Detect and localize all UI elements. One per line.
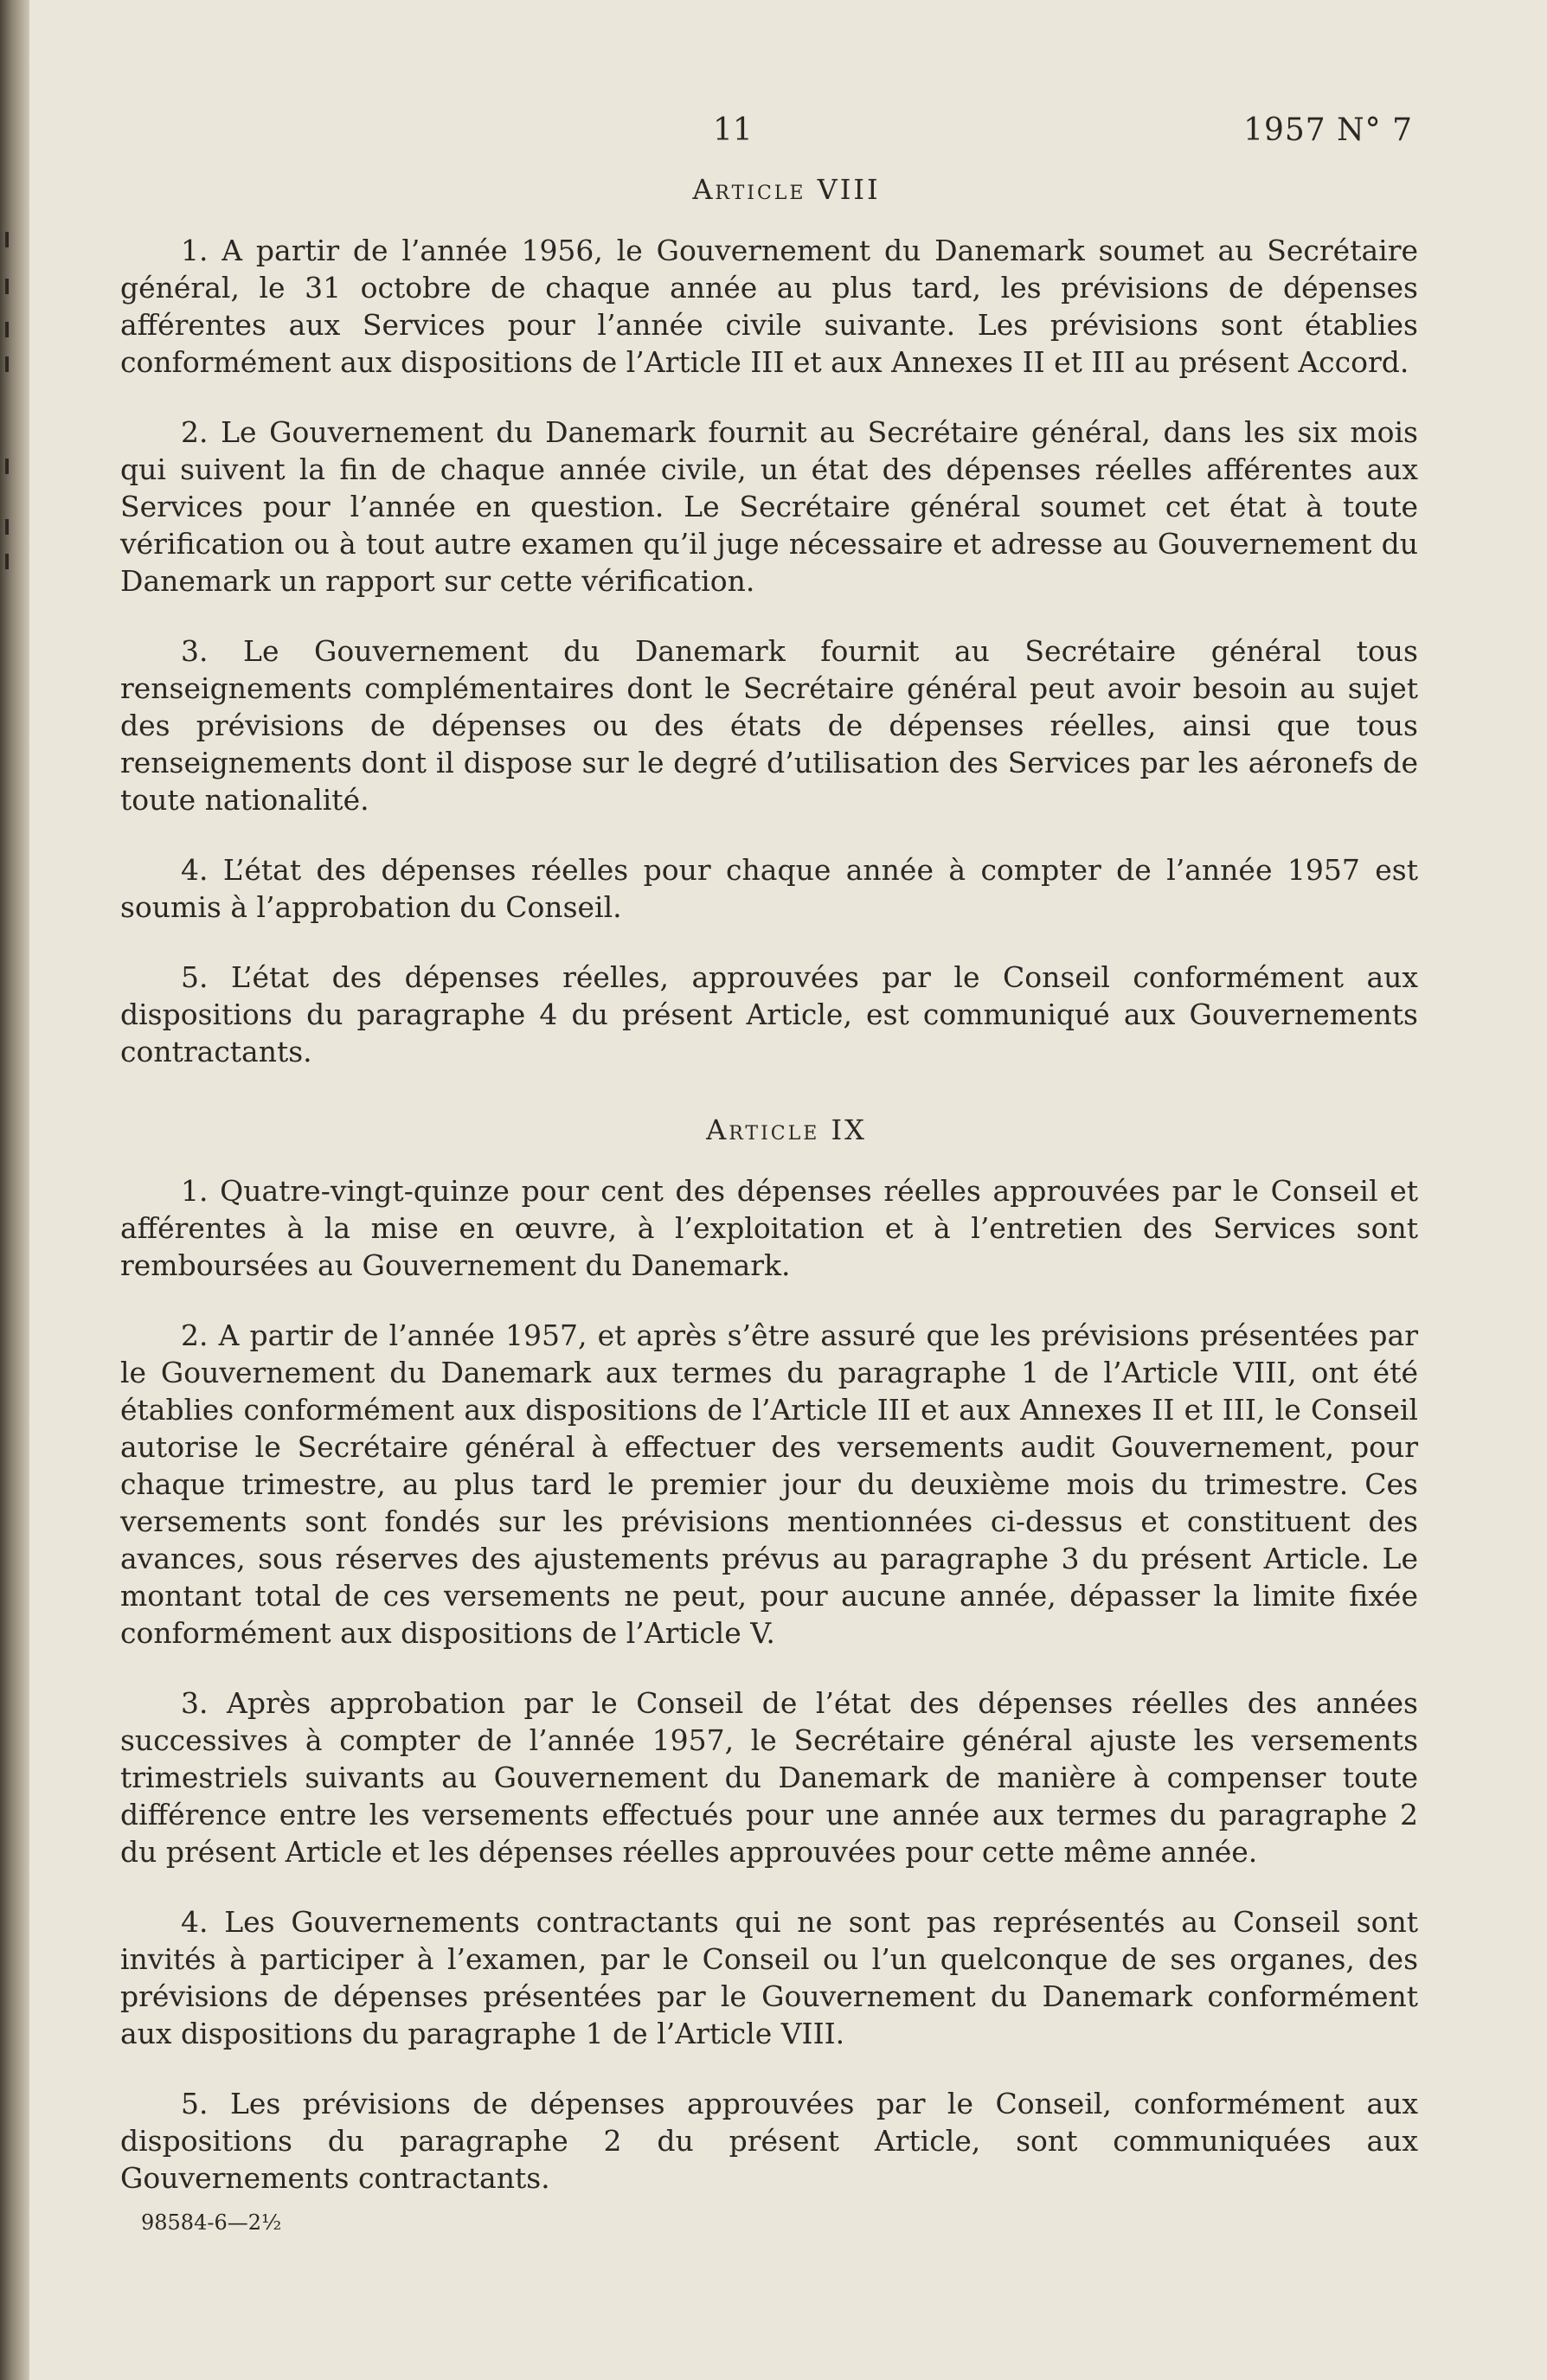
page-header — [29, 112, 1547, 156]
article-ix-paragraph-3: 3. Après approbation par le Conseil de l’état des dépenses réelles des années successives à compter de l’année 1957, le Secrétaire général ajuste les versements trimestriels suivants au Gouvernement du Danemark de manière à compenser toute différence entre les versements effectués pour une année aux termes du paragraphe 2 du présent Article et les dépenses réelles approuvées pour cette même année. — [120, 1686, 1418, 1869]
article-viii-paragraph-1: 1. A partir de l’année 1956, le Gouvernement du Danemark soumet au Secrétaire général, le 31 octobre de chaque année au plus tard, les prévisions de dépenses afférentes aux Services pour l’année civile suivante. Les prévisions sont établies conformément aux dispositions de l’Article III et aux Annexes II et III au présent Accord. — [120, 234, 1418, 379]
printer-code: 98584-6—2½ — [141, 2210, 282, 2235]
article-viii-paragraph-5: 5. L’état des dépenses réelles, approuvées par le Conseil conformément aux dispositions du paragraphe 4 du présent Article, est communiqué aux Gouvernements contractants. — [120, 960, 1418, 1068]
document-page — [29, 0, 1547, 2380]
article-viii-paragraph-2: 2. Le Gouvernement du Danemark fournit au Secrétaire général, dans les six mois qui suivent la fin de chaque année civile, un état des dépenses réelles afférentes aux Services pour l’année en question. Le Secrétaire général soumet cet état à toute vérification ou à tout autre examen qu’il juge nécessaire et adresse au Gouvernement du Danemark un rapport sur cette vérification. — [120, 415, 1418, 598]
gutter-mark — [5, 554, 9, 569]
gutter-mark — [5, 279, 9, 294]
article-viii-heading: Article VIII — [692, 173, 881, 206]
article-ix-paragraph-4: 4. Les Gouvernements contractants qui ne sont pas représentés au Conseil sont invités à participer à l’examen, par le Conseil ou l’un quelconque de ses organes, des prévisions de dépenses présentées par le Gouvernement du Danemark conformément aux dispositions du paragraphe 1 de l’Article VIII. — [120, 1905, 1418, 2050]
article-viii-paragraph-4: 4. L’état des dépenses réelles pour chaque année à compter de l’année 1957 est soumis à l’approbation du Conseil. — [120, 853, 1418, 924]
gutter-mark — [5, 232, 9, 247]
gutter-mark — [5, 356, 9, 372]
gutter-mark — [5, 519, 9, 535]
gutter-marks — [0, 0, 29, 2380]
gutter-mark — [5, 459, 9, 474]
gutter-mark — [5, 322, 9, 337]
document-reference: 1957 N° 7 — [1243, 112, 1413, 148]
article-ix-paragraph-1: 1. Quatre-vingt-quinze pour cent des dépenses réelles approuvées par le Conseil et afférentes à la mise en œuvre, à l’exploitation et à l’entretien des Services sont remboursées au Gouvernement du Danemark. — [120, 1174, 1418, 1282]
article-ix-paragraph-2: 2. A partir de l’année 1957, et après s’être assuré que les prévisions présentées par le Gouvernement du Danemark aux termes du paragraphe 1 de l’Article VIII, ont été établies conformément aux dispositions de l’Article III et aux Annexes II et III, le Conseil autorise le Secrétaire général à effectuer des versements audit Gouvernement, pour chaque trimestre, au plus tard le premier jour du deuxième mois du trimestre. Ces versements sont fondés sur les prévisions mentionnées ci-dessus et constituent des avances, sous réserves des ajustements prévus au paragraphe 3 du présent Article. Le montant total de ces versements ne peut, pour aucune année, dépasser la limite fixée conformément aux dispositions de l’Article V. — [120, 1318, 1418, 1650]
article-ix-heading: Article IX — [706, 1113, 867, 1146]
article-viii-paragraph-3: 3. Le Gouvernement du Danemark fournit au Secrétaire général tous renseignements complémentaires dont le Secrétaire général peut avoir besoin au sujet des prévisions de dépenses ou des états de dépenses réelles, ainsi que tous renseignements dont il dispose sur le degré d’utilisation des Services par les aéronefs de toute nationalité. — [120, 634, 1418, 817]
page-number: 11 — [713, 112, 753, 148]
page-content — [120, 173, 1418, 2235]
article-ix-paragraph-5: 5. Les prévisions de dépenses approuvées par le Conseil, conformément aux dispositions du paragraphe 2 du présent Article, sont communiquées aux Gouvernements contractants. — [120, 2087, 1418, 2195]
